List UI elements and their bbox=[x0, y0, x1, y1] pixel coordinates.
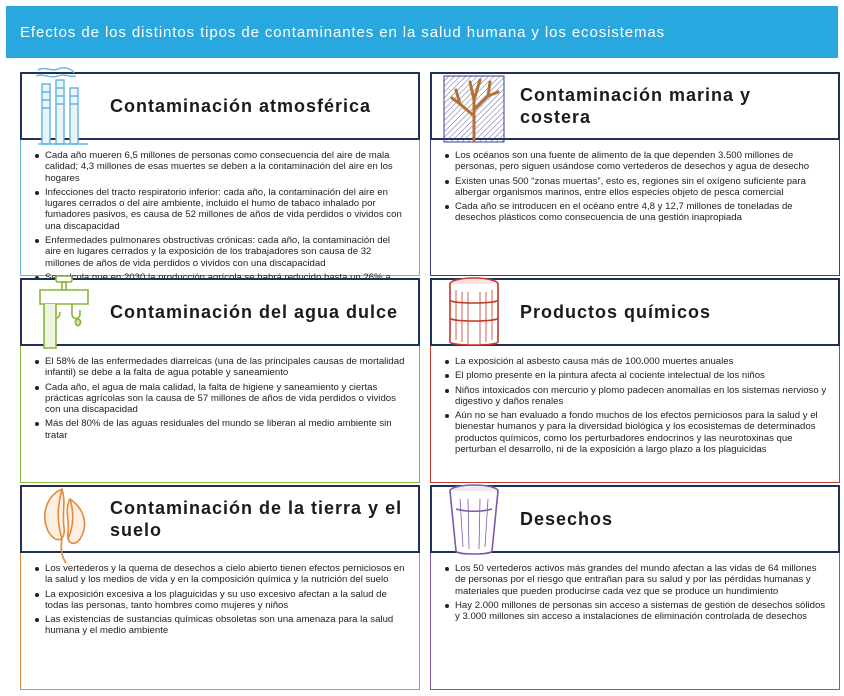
bullet-item: Los vertederos y la quema de desechos a cielo abierto tienen efectos perniciosos en la salud y los medios de vida y en la composición química y la nutrición del suelo bbox=[35, 563, 407, 586]
bullet-item: El 58% de las enfermedades diarreicas (una de las principales causas de mortalidad infantil) se debe a la falta de agua potable y saneamiento bbox=[35, 356, 407, 379]
banner bbox=[6, 6, 838, 58]
trash-bin-icon bbox=[442, 481, 506, 571]
bullet-item: Existen unas 500 “zonas muertas”, esto es, regiones sin el oxígeno suficiente para albergar organismos marinos, entre ellos especies objeto de pesca comercial bbox=[445, 176, 827, 199]
bullet-item: La exposición al asbesto causa más de 100.000 muertes anuales bbox=[445, 356, 827, 367]
bullet-item: Más del 80% de las aguas residuales del mundo se liberan al medio ambiente sin tratar bbox=[35, 418, 407, 441]
faucet-icon bbox=[32, 272, 96, 362]
panel-soil-pollution bbox=[20, 485, 420, 690]
panel-title: Productos químicos bbox=[520, 302, 712, 322]
panel-title: Contaminación del agua dulce bbox=[110, 302, 399, 322]
bullet-item: Cada año mueren 6,5 millones de personas como consecuencia del aire de mala calidad; 4,3 millones de esas muertes se deben a la contaminación del aire en los hogares bbox=[35, 150, 407, 184]
bullet-item: La exposición excesiva a los plaguicidas y su uso excesivo afectan a la salud de todas las personas, tanto hombres como mujeres y niños bbox=[35, 589, 407, 612]
panel-chemicals bbox=[430, 278, 840, 483]
bullet-item: Los océanos son una fuente de alimento de la que dependen 3.500 millones de personas, pero siguen usándose como vertederos de desechos y agua de desecho bbox=[445, 150, 827, 173]
panel-title: Contaminación atmosférica bbox=[110, 96, 372, 116]
bullet-item: Enfermedades pulmonares obstructivas crónicas: cada año, la contaminación del aire en lugares cerrados y la exposición de los trabajadores son causa de 32 millones de años de vida perdidos o vividos con una discapacidad bbox=[35, 235, 407, 269]
leaves-icon bbox=[32, 479, 96, 569]
coral-icon bbox=[442, 60, 506, 150]
bullet-item: Infecciones del tracto respiratorio inferior: cada año, la contaminación del aire en lugares cerrados o del aire ambiente, incluido el humo de tabaco inhalado por fumadores pasivos, es causa de 52 millones de años de vida perdidos o vividos con una discapacidad bbox=[35, 187, 407, 232]
banner-title: Efectos de los distintos tipos de contaminantes en la salud humana y los ecosistemas bbox=[20, 23, 666, 41]
bullet-item: Cada año, el agua de mala calidad, la falta de higiene y saneamiento y ciertas prácticas agrícolas son la causa de 57 millones de años de vida perdidos o vividos con una discapacidad bbox=[35, 382, 407, 416]
bullet-item: Cada año se introducen en el océano entre 4,8 y 12,7 millones de toneladas de desechos plásticos como consecuencia de una gestión inapropiada bbox=[445, 201, 827, 224]
panel-freshwater-pollution bbox=[20, 278, 420, 483]
panel-title: Contaminación marina y costera bbox=[520, 85, 752, 127]
bullet-item: Hay 2.000 millones de personas sin acceso a sistemas de gestión de desechos sólidos y 3.000 millones sin acceso a instalaciones de eliminación controlada de desechos bbox=[445, 600, 827, 623]
bullet-item: Las existencias de sustancias químicas obsoletas son una amenaza para la salud humana y el medio ambiente bbox=[35, 614, 407, 637]
panel-title: Desechos bbox=[520, 509, 614, 529]
bullet-item: El plomo presente en la pintura afecta al cociente intelectual de los niños bbox=[445, 370, 827, 381]
barrel-icon bbox=[442, 274, 506, 364]
panel-waste bbox=[430, 485, 840, 690]
bullet-item: Niños intoxicados con mercurio y plomo padecen anomalías en los sistemas nervioso y digestivo y daños renales bbox=[445, 385, 827, 408]
panel-body bbox=[20, 346, 420, 483]
panel-title: Contaminación de la tierra y el suelo bbox=[110, 498, 403, 540]
panel-body bbox=[430, 140, 840, 276]
panel-body bbox=[430, 553, 840, 690]
panel-air-pollution bbox=[20, 72, 420, 276]
bullet-item: Aún no se han evaluado a fondo muchos de los efectos perniciosos para la salud y el bienestar humanos y para la diversidad biológica y los ecosistemas de determinados productos químicos, como los perturbadores endocrinos y las neurotoxinas que perturban el desarrollo, ni de la exposición a largo plazo a los plaguicidas bbox=[445, 410, 827, 455]
bullet-item: Los 50 vertederos activos más grandes del mundo afectan a las vidas de 64 millones de personas por el riesgo que entrañan para su salud y por las pérdidas humanas y materiales que pueden producirse cada vez que se produce un hundimiento bbox=[445, 563, 827, 597]
bullet-list bbox=[431, 140, 839, 224]
factory-icon bbox=[32, 66, 96, 156]
panel-body bbox=[430, 346, 840, 483]
panel-marine-pollution bbox=[430, 72, 840, 276]
panel-body bbox=[20, 553, 420, 690]
panel-body bbox=[20, 140, 420, 276]
